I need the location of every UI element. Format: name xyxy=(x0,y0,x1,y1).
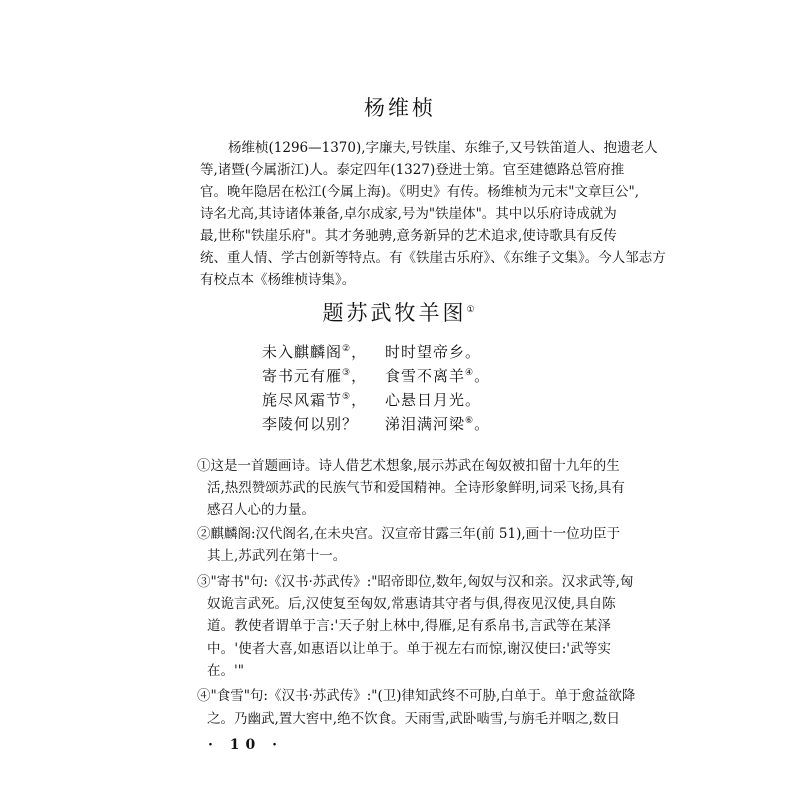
bio-line: 诗名尤高,其诗诸体兼备,卓尔成家,号为"铁崖体"。其中以乐府诗成就为 xyxy=(200,206,617,222)
poem-title xyxy=(0,297,800,327)
punctuation: ， xyxy=(351,391,368,409)
footnote-mark: ⑥ xyxy=(465,416,475,426)
punctuation: 。 xyxy=(474,415,491,433)
punctuation: ， xyxy=(351,343,368,361)
poem-line-first-half xyxy=(262,341,367,362)
bio-line: 最,世称"铁崖乐府"。其才务驰骋,意务新异的艺术追求,使诗歌具有反传 xyxy=(200,228,617,244)
author-title: 杨维桢 xyxy=(364,96,436,120)
poem-text: 时时望帝乡 xyxy=(385,343,466,361)
poem-text: 食雪不离羊 xyxy=(385,367,466,385)
page-number: · 10 · xyxy=(208,737,283,753)
footnote-line: 在。'" xyxy=(207,663,244,679)
poem-text: 涕泪满河梁 xyxy=(385,415,466,433)
poem-line-second-half xyxy=(385,365,490,386)
poem-line-first-half xyxy=(262,413,358,434)
footnote-line: ①这是一首题画诗。诗人借艺术想象,展示苏武在匈奴被扣留十九年的生 xyxy=(197,458,620,474)
footnote-mark: ⑤ xyxy=(342,392,352,402)
poem-line-second-half xyxy=(385,341,481,362)
poem-line-first-half xyxy=(262,365,367,386)
footnote-line: ③"寄书"句:《汉书·苏武传》:"昭帝即位,数年,匈奴与汉和亲。汉求武等,匈 xyxy=(197,574,634,590)
punctuation: 。 xyxy=(465,391,482,409)
footnote-line: 之。乃幽武,置大窖中,绝不饮食。天雨雪,武卧啮雪,与旃毛并咽之,数日 xyxy=(207,711,620,727)
poem-title-note-mark: ① xyxy=(466,305,478,315)
poem-line-second-half xyxy=(385,413,490,434)
bio-line: 等,诸暨(今属浙江)人。泰定四年(1327)登进士第。官至建德路总管府推 xyxy=(200,162,625,178)
footnote-mark: ④ xyxy=(465,368,475,378)
poem-title-text: 题苏武牧羊图 xyxy=(322,301,467,325)
footnote-line: 中。'使者大喜,如惠语以让单于。单于视左右而惊,谢汉使曰:'武等实 xyxy=(207,641,611,657)
footnote-line: 感召人心的力量。 xyxy=(207,502,315,518)
footnote-line: 道。教使者谓单于言:'天子射上林中,得雁,足有系帛书,言武等在某泽 xyxy=(207,618,611,634)
footnote-line: ④"食雪"句:《汉书·苏武传》:"(卫)律知武终不可胁,白单于。单于愈益欲降 xyxy=(197,688,636,704)
poem-line-second-half xyxy=(385,389,481,410)
punctuation: ， xyxy=(351,367,368,385)
punctuation: ？ xyxy=(342,415,359,433)
bio-line: 杨维桢(1296—1370),字廉夫,号铁崖、东维子,又号铁笛道人、抱遗老人 xyxy=(228,140,658,156)
punctuation: 。 xyxy=(474,367,491,385)
poem-text: 旄尽风霜节 xyxy=(262,391,343,409)
punctuation: 。 xyxy=(465,343,482,361)
footnote-line: 其上,苏武列在第十一。 xyxy=(207,548,347,564)
footnote-line: ②麒麟阁:汉代阁名,在未央宫。汉宣帝甘露三年(前 51),画十一位功臣于 xyxy=(197,526,621,542)
poem-text: 未入麒麟阁 xyxy=(262,343,343,361)
poem-text: 李陵何以别 xyxy=(262,415,343,433)
footnote-line: 奴诡言武死。后,汉使复至匈奴,常惠请其守者与俱,得夜见汉使,具自陈 xyxy=(207,596,616,612)
footnote-mark: ② xyxy=(342,344,352,354)
bio-line: 官。晚年隐居在松江(今属上海)。《明史》有传。杨维桢为元末"文章巨公", xyxy=(200,184,639,200)
poem-line-first-half xyxy=(262,389,367,410)
bio-line: 有校点本《杨维桢诗集》。 xyxy=(200,272,356,288)
bio-line: 统、重人情、学古创新等特点。有《铁崖古乐府》、《东维子文集》。今人邹志方 xyxy=(200,250,666,266)
footnote-mark: ③ xyxy=(342,368,352,378)
poem-text: 寄书元有雁 xyxy=(262,367,343,385)
poem-text: 心悬日月光 xyxy=(385,391,466,409)
footnote-line: 活,热烈赞颂苏武的民族气节和爱国精神。全诗形象鲜明,词采飞扬,具有 xyxy=(207,480,625,496)
